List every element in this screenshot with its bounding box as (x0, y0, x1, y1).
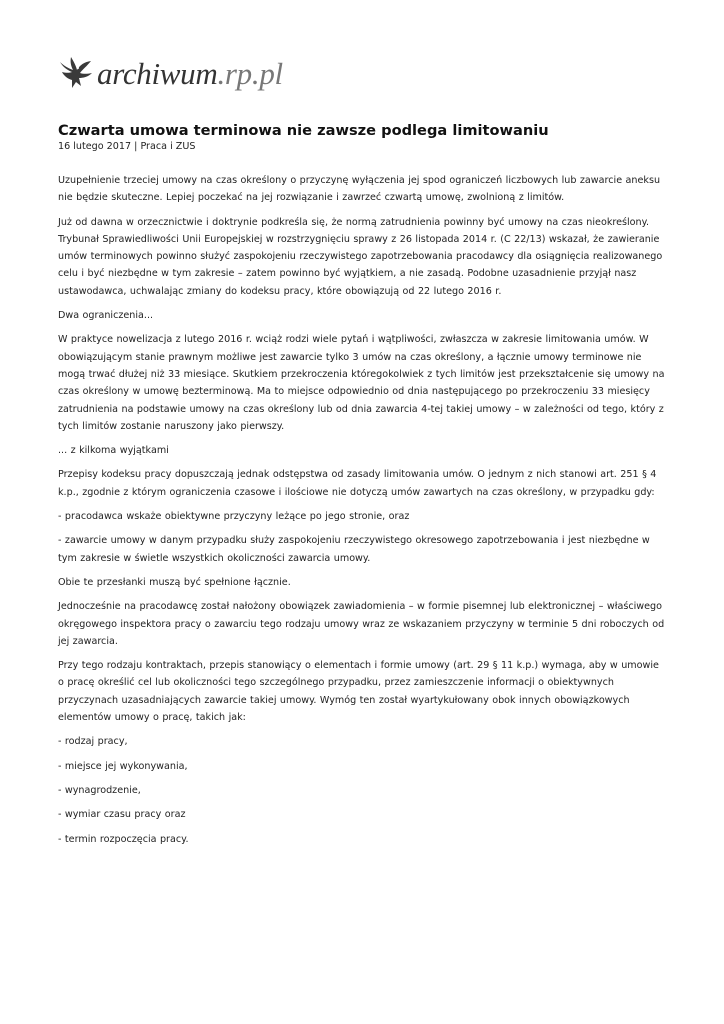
list-item: - miejsce jej wykonywania, (58, 760, 188, 772)
article-paragraph: Już od dawna w orzecznictwie i doktrynie podkreśla się, że normą zatrudnienia powinny być umowy na czas nieokreślony. Trybunał Sprawiedliwości Unii Europejskiej w rozstrzygnięciu sprawy z 26 listopada 2014 r. (C 22/13) wskazał, że zawieranie umów terminowych powinno służyć zaspokojeniu rzeczywistego zapotrzebowania pracodawcy dla osiągnięcia realizowanego celu i być niezbędne w tym zakresie – zatem powinno być wyjątkiem, a nie zasadą. Podobne uzasadnienie przyjął nasz ustawodawca, uchwalając zmiany do kodeksu pracy, które obowiązują od 22 lutego 2016 r. (58, 216, 663, 297)
article-body (58, 172, 668, 848)
article-paragraph: Przepisy kodeksu pracy dopuszczają jednak odstępstwa od zasady limitowania umów. O jednym z nich stanowi art. 251 § 4 k.p., zgodnie z którym ograniczenia czasowe i ilościowe nie dotyczą umów zawartych na czas określony, w przypadku gdy: (58, 469, 657, 498)
list-item: - wymiar czasu pracy oraz (58, 809, 186, 821)
document-page (58, 52, 668, 855)
list-item: - wynagrodzenie, (58, 784, 141, 796)
article-paragraph: Obie te przesłanki muszą być spełnione łącznie. (58, 576, 291, 588)
article-title: Czwarta umowa terminowa nie zawsze podlega limitowaniu (58, 122, 549, 139)
article-paragraph: Przy tego rodzaju kontraktach, przepis stanowiący o elementach i formie umowy (art. 29 § 11 k.p.) wymaga, aby w umowie o pracę określić cel lub okoliczności tego szczególnego przypadku, przez zamieszczenie informacji o obiektywnych przyczynach uzasadniających zawarcie takiej umowy. Wymóg ten został wyartykułowany obok innych obowiązkowych elementów umowy o pracę, takich jak: (58, 660, 659, 724)
eagle-icon (58, 56, 94, 90)
article-subheading: ... z kilkoma wyjątkami (58, 445, 169, 457)
list-item: - rodzaj pracy, (58, 736, 128, 748)
article-paragraph: W praktyce nowelizacja z lutego 2016 r. wciąż rodzi wiele pytań i wątpliwości, zwłaszcza w zakresie limitowania umów. W obowiązującym stanie prawnym możliwe jest zawarcie tylko 3 umów na czas określony, a łącznie umowy terminowe nie mogą trwać dłużej niż 33 miesiące. Skutkiem przekroczenia któregokolwiek z tych limitów jest przekształcenie się umowy na czas określony w umowę bezterminową. Ma to miejsce odpowiednio od dnia następującego po przekroczeniu 33 miesięcy zatrudnienia na podstawie umowy na czas określony lub od dnia zawarcia 4-tej takiej umowy – w zależności od tego, który z tych limitów zostanie naruszony jako pierwszy. (58, 334, 665, 432)
article-subheading: Dwa ograniczenia... (58, 310, 154, 322)
article-section: Praca i ZUS (140, 141, 196, 152)
article-meta: 16 lutego 2017 | Praca i ZUS (58, 141, 196, 152)
site-logo[interactable] (58, 52, 668, 94)
list-item: - pracodawca wskaże obiektywne przyczyny leżące po jego stronie, oraz (58, 511, 410, 523)
logo-tld: .rp.pl (217, 55, 283, 91)
list-item: - zawarcie umowy w danym przypadku służy zaspokojeniu rzeczywistego okresowego zapotrzebowania i jest niezbędne w tym zakresie w świetle wszystkich okoliczności zawarcia umowy. (58, 535, 650, 564)
article-paragraph: Uzupełnienie trzeciej umowy na czas określony o przyczynę wyłączenia jej spod ograniczeń liczbowych lub zawarcie aneksu nie będzie skuteczne. Lepiej poczekać na jej rozwiązanie i zawrzeć czwartą umowę, zwolnioną z limitów. (58, 175, 661, 204)
article-paragraph: Jednocześnie na pracodawcę został nałożony obowiązek zawiadomienia – w formie pisemnej lub elektronicznej – właściwego okręgowego inspektora pracy o zawarciu tego rodzaju umowy wraz ze wskazaniem przyczyny w terminie 5 dni roboczych od jej zawarcia. (58, 601, 665, 647)
logo-wordmark (97, 55, 283, 91)
article-date: 16 lutego 2017 (58, 141, 132, 152)
logo-brand: archiwum (97, 55, 218, 91)
list-item: - termin rozpoczęcia pracy. (58, 833, 189, 845)
